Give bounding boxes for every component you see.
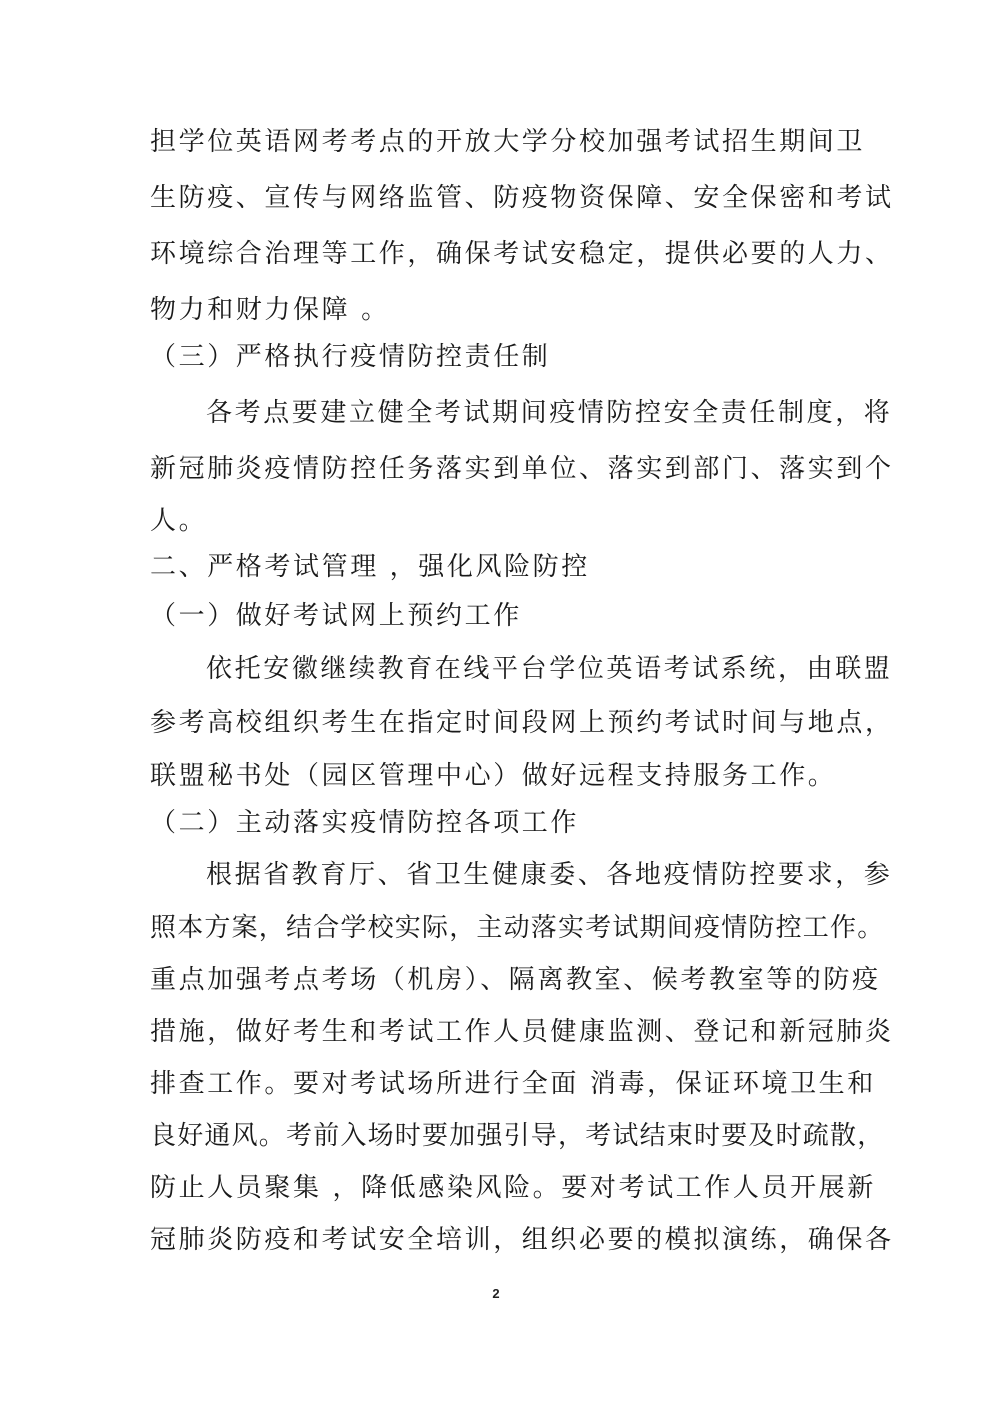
text-line: 照本方案，结合学校实际，主动落实考试期间疫情防控工作。 [150, 913, 885, 943]
paragraph-first-line: 依托安徽继续教育在线平台学位英语考试系统，由联盟 [206, 654, 893, 684]
text-line: 重点加强考点考场（机房）、隔离教室、候考教室等的防疫 [150, 965, 881, 995]
text-line: 物力和财力保障 。 [150, 295, 390, 325]
text-line: 冠肺炎防疫和考试安全培训，组织必要的模拟演练，确保各 [150, 1225, 894, 1255]
text-line: 联盟秘书处（园区管理中心）做好远程支持服务工作。 [150, 761, 837, 791]
paragraph-first-line: 各考点要建立健全考试期间疫情防控安全责任制度，将 [206, 398, 893, 428]
text-line: 防止人员聚集 ，降低感染风险。要对考试工作人员开展新 [150, 1173, 876, 1203]
paragraph-first-line: 根据省教育厅、省卫生健康委、各地疫情防控要求，参 [206, 860, 893, 890]
section-heading: （三）严格执行疫情防控责任制 [150, 342, 551, 372]
page-number: 2 [492, 1286, 500, 1301]
text-line: 人。 [150, 506, 208, 536]
text-line: 排查工作。要对考试场所进行全面 消毒，保证环境卫生和 [150, 1069, 876, 1099]
text-line: 良好通风。考前入场时要加强引导，考试结束时要及时疏散， [150, 1121, 885, 1151]
text-line: 担学位英语网考考点的开放大学分校加强考试招生期间卫 [150, 127, 866, 157]
section-heading: 二、严格考试管理 ，强化风险防控 [150, 552, 590, 582]
text-line: 措施，做好考生和考试工作人员健康监测、登记和新冠肺炎 [150, 1017, 894, 1047]
text-line: 环境综合治理等工作，确保考试安稳定，提供必要的人力、 [150, 239, 894, 269]
section-heading: （一）做好考试网上预约工作 [150, 601, 522, 631]
text-line: 参考高校组织考生在指定时间段网上预约考试时间与地点， [150, 708, 894, 738]
text-line: 新冠肺炎疫情防控任务落实到单位、落实到部门、落实到个 [150, 454, 894, 484]
text-line: 生防疫、宣传与网络监管、防疫物资保障、安全保密和考试 [150, 183, 894, 213]
section-heading: （二）主动落实疫情防控各项工作 [150, 808, 580, 838]
